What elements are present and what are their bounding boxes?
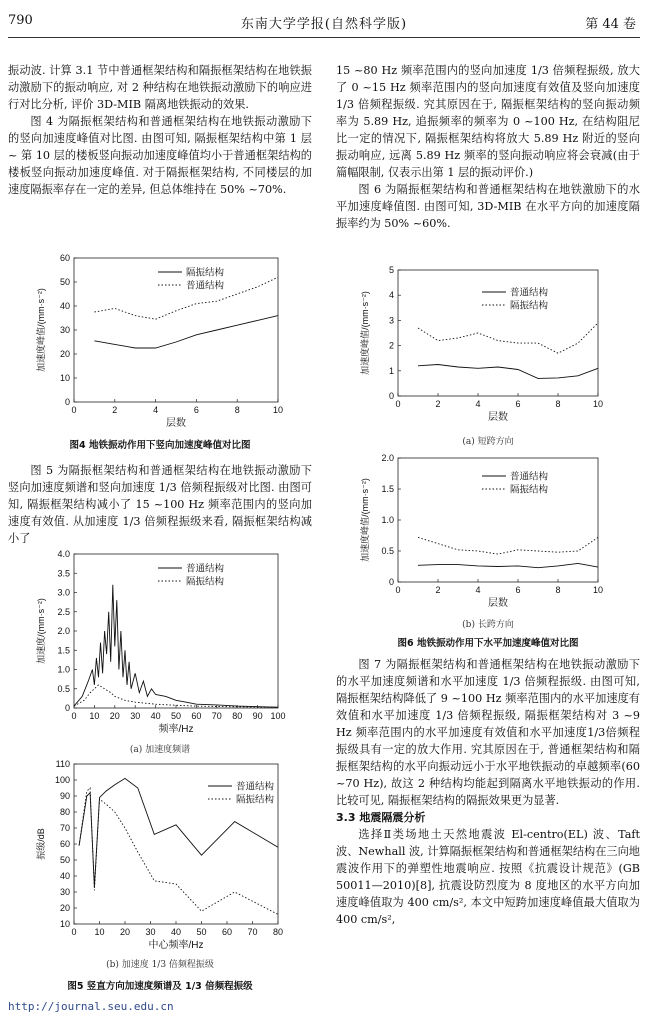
y-tick-label: 2.0 (57, 626, 70, 636)
x-tick-label: 20 (109, 711, 120, 721)
x-tick-label: 10 (89, 711, 100, 721)
series-line (418, 563, 598, 567)
paragraph: 图 4 为隔振框架结构和普通框架结构在地铁振动激励下的竖向加速度峰值对比图. 由图可知, 隔振框架结构中第 1 层 ~ 第 10 层的楼板竖向振动加速度峰值均小于普通框架结构的楼板竖向振动加速度峰值. 对于隔振框架结构, 不同楼层的加速度隔振率存在一定的差异, 但总体维持在 50% ~70%. (8, 115, 312, 196)
y-tick-label: 5 (388, 265, 394, 275)
y-tick-label: 2 (388, 340, 394, 351)
legend-label: 普通结构 (186, 280, 225, 292)
y-tick-label: 0.5 (57, 683, 70, 694)
x-axis-label: 频率/Hz (158, 724, 194, 735)
y-tick-label: 80 (59, 807, 70, 817)
x-tick-label: 0 (395, 585, 401, 595)
x-tick-label: 0 (71, 711, 77, 721)
figure-5b-chart (8, 758, 312, 954)
y-tick-label: 30 (59, 325, 70, 335)
figure-5-caption: 图5 竖直方向加速度频谱及 1/3 倍频程振级 (67, 981, 253, 992)
journal-url-link[interactable]: http://journal.seu.edu.cn (8, 1000, 174, 1013)
y-tick-label: 3.0 (57, 587, 70, 598)
y-tick-label: 10 (59, 919, 70, 929)
header-rule (8, 37, 640, 38)
x-tick-label: 10 (592, 585, 604, 595)
x-tick-label: 4 (475, 585, 481, 595)
x-tick-label: 0 (395, 399, 401, 409)
x-tick-label: 30 (130, 711, 141, 721)
x-tick-label: 60 (221, 927, 233, 937)
y-tick-label: 70 (59, 823, 70, 833)
series-line (94, 316, 278, 348)
x-tick-label: 6 (515, 399, 521, 409)
paragraph: 图 5 为隔振框架结构和普通框架结构在地铁振动激励下竖向加速度频谱和竖向加速度 1/3 倍频程振级对比图. 由图可知, 隔振框架结构减小了 15 ~100 Hz 频率范围内的竖向加速度有效值. 从加速度 1/3 倍频程振级来看, 隔振框架结构减小了 (8, 464, 312, 545)
x-tick-label: 2 (435, 585, 441, 595)
y-tick-label: 0.5 (381, 546, 394, 556)
y-tick-label: 60 (59, 839, 70, 849)
x-tick-label: 40 (170, 927, 182, 937)
series-line (418, 365, 598, 379)
x-tick-label: 10 (272, 405, 284, 415)
x-tick-label: 10 (592, 399, 604, 409)
y-tick-label: 0 (64, 397, 70, 407)
y-tick-label: 2.0 (381, 453, 394, 463)
y-tick-label: 1 (388, 365, 394, 376)
x-tick-label: 2 (112, 405, 118, 415)
paragraph: 振动波. 计算 3.1 节中普通框架结构和隔振框架结构在地铁振动激励下的振动响应, 对 2 种结构在地铁振动激励下的响应进行对比分析, 评价 3D-MIB 隔离地铁振动的效果. (8, 64, 312, 111)
page-number: 790 (8, 13, 33, 28)
x-tick-label: 30 (145, 927, 156, 937)
section-heading: 3.3 地震隔震分析 (336, 811, 426, 824)
y-tick-label: 30 (59, 887, 70, 897)
x-tick-label: 2 (435, 399, 441, 409)
x-tick-label: 4 (153, 405, 159, 415)
legend-label: 隔振结构 (510, 484, 549, 496)
figure-4-caption: 图4 地铁振动作用下竖向加速度峰值对比图 (69, 440, 251, 451)
series-line (418, 323, 598, 353)
series-line (79, 788, 278, 914)
legend-label: 普通结构 (186, 563, 225, 575)
y-axis-label: 加速度峰值/(mm·s⁻²) (360, 291, 370, 375)
x-tick-label: 6 (515, 585, 521, 595)
page-header (0, 0, 648, 40)
figure-6-caption: 图6 地铁振动作用下水平加速度峰值对比图 (397, 638, 579, 649)
y-tick-label: 90 (59, 791, 70, 801)
journal-title: 东南大学学报(自然科学版) (240, 17, 408, 32)
y-tick-label: 3.5 (57, 568, 70, 579)
y-axis-label: 加速度峰值/(mm·s⁻²) (36, 288, 46, 372)
x-tick-label: 20 (119, 927, 131, 937)
y-axis-label: 加速度/(mm·s⁻²) (36, 598, 46, 664)
figure-6b-subcaption: (b) 长跨方向 (462, 620, 514, 630)
figure-6b-chart (336, 450, 640, 614)
y-tick-label: 1.5 (381, 484, 394, 494)
y-tick-label: 0 (64, 703, 70, 713)
y-tick-label: 20 (59, 349, 70, 359)
series-line (74, 585, 278, 707)
y-tick-label: 4 (388, 290, 394, 301)
legend-label: 普通结构 (236, 781, 275, 793)
legend-label: 普通结构 (510, 287, 549, 299)
x-tick-label: 80 (272, 927, 284, 937)
x-tick-label: 10 (94, 927, 105, 937)
x-axis-label: 层数 (166, 418, 186, 429)
legend-label: 隔振结构 (186, 576, 225, 588)
legend-label: 隔振结构 (236, 794, 275, 806)
x-axis-label: 中心频率/Hz (148, 940, 204, 951)
figure-6a-subcaption: (a) 短跨方向 (462, 437, 514, 447)
paragraph: 选择Ⅱ类场地土天然地震波 El-centro(EL) 波、Taft 波、Newhall 波, 计算隔振框架结构和普通框架结构在三向地震波作用下的弹塑性地震响应. 按照《抗震设计规范》(GB 50011—2010)[8], 抗震设防烈度为 8 度地区的水平方向加速度峰值取为 400 cm/s², 本文中短跨加速度峰值最大值取为 400 cm/s², (336, 828, 640, 926)
x-tick-label: 6 (193, 405, 199, 415)
figure-5b-subcaption: (b) 加速度 1/3 倍频程振级 (106, 960, 214, 970)
x-axis-label: 层数 (488, 598, 508, 609)
x-tick-label: 40 (150, 711, 161, 721)
y-axis-label: 加速度峰值/(mm·s⁻²) (360, 478, 370, 562)
y-tick-label: 0 (388, 577, 394, 587)
y-tick-label: 0 (388, 391, 394, 401)
right-column-top (336, 62, 640, 232)
figure-4-chart (8, 252, 312, 432)
y-tick-label: 110 (55, 759, 70, 769)
y-tick-label: 1.0 (381, 515, 394, 525)
x-tick-label: 70 (211, 711, 222, 721)
y-tick-label: 4.0 (57, 549, 70, 559)
x-tick-label: 50 (196, 927, 207, 937)
figure-5a-chart (8, 548, 312, 738)
paragraph: 图 6 为隔振框架结构和普通框架结构在地铁激励下的水平加速度峰值图. 由图可知, 3D-MIB 在水平方向的加速度隔振率约为 50% ~60%. (336, 183, 640, 230)
x-tick-label: 100 (270, 711, 286, 721)
figure-5a-subcaption: (a) 加速度频谱 (129, 745, 191, 755)
x-tick-label: 60 (191, 711, 202, 721)
y-tick-label: 60 (59, 253, 70, 263)
x-tick-label: 8 (555, 585, 561, 595)
figure-6a-chart (336, 262, 640, 432)
x-tick-label: 80 (232, 711, 243, 721)
paragraph: 15 ~80 Hz 频率范围内的竖向加速度 1/3 倍频程振级, 放大了 0 ~15 Hz 频率范围内的竖向加速度有效值及竖向加速度 1/3 倍频程振级. 究其原因在于, 隔振框架结构的竖向振动频率为 5.89 Hz, 追振频率的频率为 0 ~100 Hz, 在结构阻尼比一定的情况下, 隔振框架结构将放大 5.89 Hz 附近的竖向振动响应, 远离 5.89 Hz 频率的竖向振动响应将会衰减(由于篇幅限制, 仅表示出第 1 层的振动评价.) (336, 64, 640, 179)
y-tick-label: 10 (59, 373, 70, 383)
y-tick-label: 50 (59, 277, 70, 287)
series-line (418, 537, 598, 554)
x-axis-label: 层数 (488, 412, 508, 423)
x-tick-label: 4 (475, 399, 481, 409)
y-tick-label: 1.0 (57, 664, 70, 675)
x-tick-label: 8 (555, 399, 561, 409)
x-tick-label: 0 (71, 405, 77, 415)
legend-label: 隔振结构 (510, 300, 549, 312)
y-tick-label: 50 (59, 855, 70, 865)
x-tick-label: 0 (71, 927, 77, 937)
y-tick-label: 20 (59, 903, 70, 913)
volume-label: 第 44 卷 (585, 17, 636, 32)
y-tick-label: 3 (388, 315, 394, 326)
x-tick-label: 50 (170, 711, 182, 721)
x-tick-label: 70 (247, 927, 258, 937)
left-column-top (8, 62, 312, 198)
y-tick-label: 100 (54, 775, 70, 785)
paragraph: 图 7 为隔振框架结构和普通框架结构在地铁振动激励下的水平加速度频谱和水平加速度 1/3 倍频程振级. 由图可知, 隔振框架结构降低了 9 ~100 Hz 频率范围内的水平加速度有效值和水平加速度 1/3 倍频程振级, 隔振框架结构对 3 ~9 Hz 频率范围内的水平加速度有效值和水平加速度1/3倍频程振级具有一定的放大作用. 究其原因在于, 普通框架结构和隔振框架结构的水平向振动远小于水平地铁振动的卓越频率(60 ~70 Hz), 故这 2 种结构均能起到隔离水平地铁振动的作用. 比较可见, 隔振框架结构的隔振效果更为显著. (336, 658, 640, 807)
x-tick-label: 8 (234, 405, 240, 415)
left-column-mid (8, 462, 312, 547)
plot-frame (74, 258, 278, 402)
series-line (74, 685, 278, 707)
legend-label: 隔振结构 (186, 267, 225, 279)
y-axis-label: 振级/dB (36, 828, 46, 860)
plot-frame (398, 458, 598, 582)
y-tick-label: 1.5 (57, 645, 70, 656)
legend-label: 普通结构 (510, 471, 549, 483)
right-column-bottom (336, 656, 640, 928)
y-tick-label: 40 (59, 871, 70, 881)
y-tick-label: 2.5 (57, 606, 70, 617)
x-tick-label: 90 (252, 711, 263, 721)
y-tick-label: 40 (59, 301, 70, 311)
